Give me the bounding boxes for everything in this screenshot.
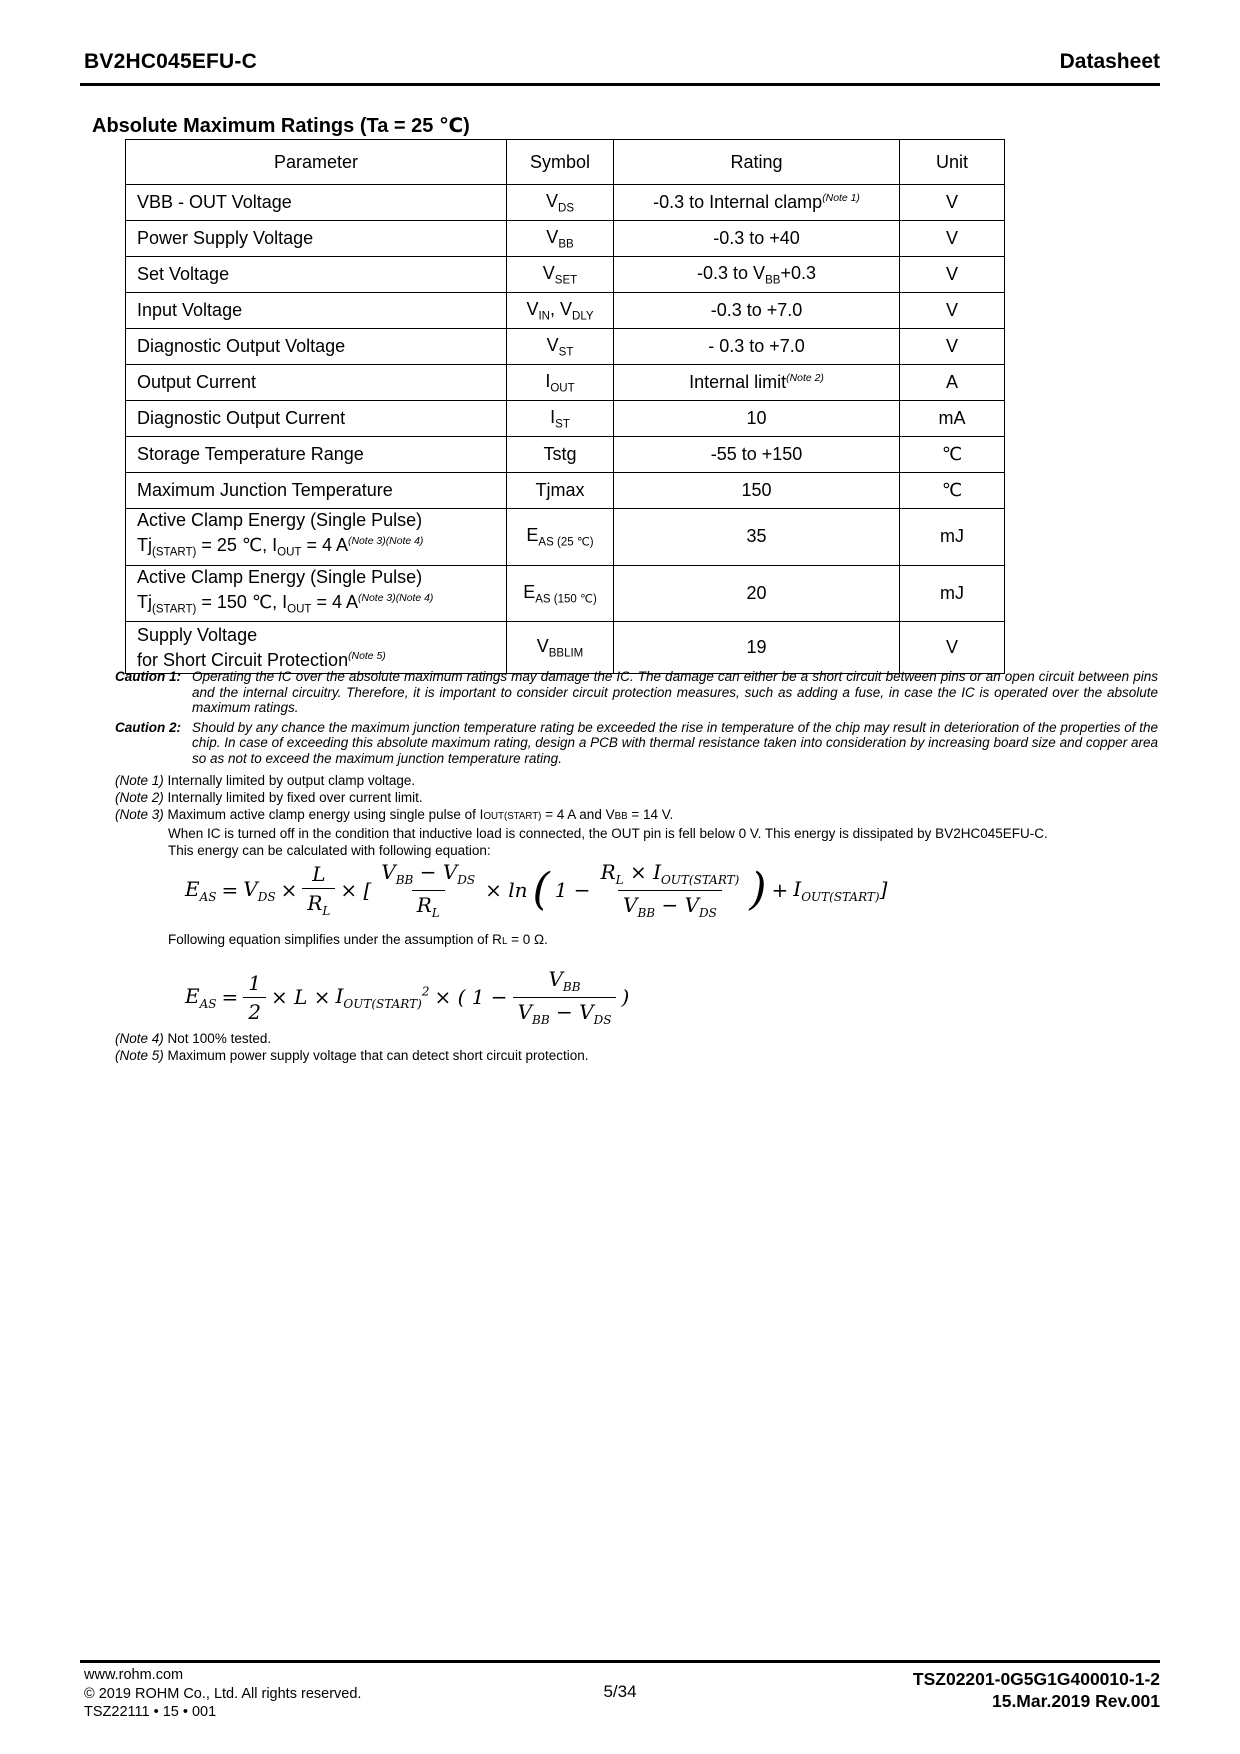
cell-parameter: Active Clamp Energy (Single Pulse) $Tj_{(START)} = 25$ ℃, $I_{OUT} = 4$ $A^{(Note 3)(Note 4)}$ [126,509,507,566]
table-row [126,221,1005,257]
cell-rating: 19 [614,622,900,674]
cell-parameter: Supply Voltage for Short Circuit Protection$^{(Note 5)}$ [126,622,507,674]
caution-text: Should by any chance the maximum junction temperature rating be exceeded the rise in temperature of the chip may result in deterioration of the properties of the chip. In case of exceeding this absolute maximum rating, design a PCB with thermal resistance taken into consideration by increasing board size and copper area so as not to exceed the maximum junction temperature rating. [192,719,1158,766]
eq2-frac2-numerator: $V_{BB}$ [548,967,581,995]
section-title: Absolute Maximum Ratings (Ta = 25 ℃) [92,115,470,137]
caution-label: Caution 1: [115,669,181,684]
footer-right [913,1668,1160,1712]
eq2-times-open: × ( 1 − [434,985,508,1009]
table-row [126,329,1005,365]
eq1-times-bracket: × [ [340,878,372,902]
footer-doc-number: TSZ02201-0G5G1G400010-1-2 [912,1669,1160,1689]
eq1-frac2-numerator: $V_{BB} - V_{DS}$ [381,860,476,888]
col-header-parameter: Parameter [126,140,507,185]
cell-rating: 150 [614,473,900,509]
notes-block-1 [115,772,1160,859]
table-row [126,293,1005,329]
cell-parameter: Input Voltage [126,293,507,329]
note: (Note 5) Maximum power supply voltage that can detect short circuit protection. [115,1048,589,1063]
cell-unit: V [900,329,1005,365]
caution-1 [115,669,1158,716]
cell-parameter: Power Supply Voltage [126,221,507,257]
eq2-fraction-2 [513,967,617,1027]
cell-unit: ℃ [900,473,1005,509]
cell-unit: V [900,257,1005,293]
cell-symbol: Tstg [507,437,614,473]
caution-label: Caution 2: [115,719,181,735]
cell-symbol: $I_{OUT}$ [507,365,614,401]
eq2-fraction-half [243,971,266,1024]
eq1-iout: $I_{OUT(START)}$] [793,876,888,904]
table-row [126,401,1005,437]
eq1-equals: = [221,878,239,902]
col-header-rating: Rating [614,140,900,185]
simplified-equation-intro: Following equation simplifies under the assumption of RL = 0 Ω. [168,932,548,947]
table-row [126,473,1005,509]
cell-symbol: $V_{IN}$, $V_{DLY}$ [507,293,614,329]
eq1-plus: + [771,878,789,902]
table-row [126,565,1005,622]
cell-parameter: Output Current [126,365,507,401]
eq2-close-paren: ) [621,985,630,1009]
header-rule [80,83,1160,86]
cell-unit: V [900,185,1005,221]
cell-unit: V [900,221,1005,257]
eq2-equals: = [221,985,239,1009]
footer-rule [80,1660,1160,1663]
note: (Note 4) Not 100% tested. [115,1031,272,1046]
eq1-frac2-denominator: $R_L$ [412,890,445,920]
cell-unit: A [900,365,1005,401]
col-header-unit: Unit [900,140,1005,185]
eq1-frac1-denominator: $R_L$ [302,888,335,918]
cell-unit: mJ [900,509,1005,566]
cell-symbol: $V_{DS}$ [507,185,614,221]
cell-rating: -0.3 to +40 [614,221,900,257]
table-row [126,365,1005,401]
eq1-vds: $V_{DS}$ [243,876,276,904]
note: (Note 1) Internally limited by output clamp voltage. [115,773,416,788]
cell-parameter: Diagnostic Output Voltage [126,329,507,365]
table-row [126,509,1005,566]
cell-rating: -0.3 to $V_{BB}+0.3$ [614,257,900,293]
equation-simplified [185,964,629,1030]
eq1-fraction-1 [302,862,335,918]
page-number: 5/34 [603,1682,637,1701]
cell-rating: 20 [614,565,900,622]
cell-rating: -0.3 to Internal clamp$^{(Note 1)}$ [614,185,900,221]
table-header-row [126,140,1005,185]
eq2-frac2-denominator: $V_{BB} - V_{DS}$ [513,997,617,1027]
eq1-times-ln: × ln [485,878,528,902]
equation-active-clamp-energy: $E_{AS}$ = $V_{DS}$ × $\frac{L}{R_L}$ × [ $\frac{V_{BB} - V_{DS}}{R_L}$ × ln ( 1 − $\frac{R_L \times I_{OUT(START)}}{V_{BB} - V_{DS}}$ ) + $I_{OUT(START)}$] [185,860,888,920]
cell-parameter: Maximum Junction Temperature [126,473,507,509]
eq2-frac1-denominator: 2 [243,997,266,1024]
notes-block-2 [115,1030,1160,1064]
table-row [126,437,1005,473]
eq1-frac3-numerator: $R_L \times I_{OUT(START)}$ [600,860,740,888]
ratings-table-body [126,185,1005,674]
eq1-frac1-numerator: L [312,861,326,886]
cell-parameter: VBB - OUT Voltage [126,185,507,221]
cell-parameter: Storage Temperature Range [126,437,507,473]
eq2-lhs: $E_{AS}$ [185,983,217,1011]
cell-rating: 35 [614,509,900,566]
col-header-symbol: Symbol [507,140,614,185]
eq1-frac3-denominator: $V_{BB} - V_{DS}$ [618,890,722,920]
cell-rating: -0.3 to +7.0 [614,293,900,329]
caution-text: Operating the IC over the absolute maximum ratings may damage the IC. The damage can either be a short circuit between pins or an open circuit between pins and the internal circuitry. Therefore, it is important to consider circuit protection measures, such as adding a fuse, in case the IC is operated over the absolute maximum ratings. [192,669,1158,715]
cell-unit: V [900,622,1005,674]
cell-rating: -55 to +150 [614,437,900,473]
cell-rating: - 0.3 to +7.0 [614,329,900,365]
header-product-name: BV2HC045EFU-C [84,50,257,73]
eq1-one-minus: 1 − [554,878,591,902]
cell-rating: Internal limit$^{(Note 2)}$ [614,365,900,401]
footer-website: www.rohm.com [84,1667,184,1683]
eq1-fraction-3 [596,860,745,920]
cautions [115,669,1158,770]
cell-parameter: Active Clamp Energy (Single Pulse) $Tj_{(START)} = 150$ ℃, $I_{OUT} = 4$ $A^{(Note 3)(Note 4)}$ [126,565,507,622]
footer-copyright: © 2019 ROHM Co., Ltd. All rights reserved. [84,1685,362,1702]
eq1-lhs: $E_{AS}$ [185,876,217,904]
cell-unit: V [900,293,1005,329]
note: (Note 3) Maximum active clamp energy using single pulse of IOUT(START) = 4 A and VBB = 14 V. When IC is turned off in the condition that inductive load is connected, the OUT pin is fell below 0 V. This energy is dissipated by BV2HC045EFU-C. This energy can be calculated with following equation: [115,807,1048,858]
cell-symbol: Tjmax [507,473,614,509]
table-row [126,257,1005,293]
cell-symbol: $E_{AS (150 ℃)}$ [507,565,614,622]
cell-unit: mA [900,401,1005,437]
eq1-fraction-2 [376,860,480,920]
table-row [126,622,1005,674]
table-row [126,185,1005,221]
eq2-times-L: × L × [271,985,331,1009]
eq2-frac1-numerator: 1 [248,970,261,995]
header-doc-type: Datasheet [1059,50,1160,73]
cell-parameter: Set Voltage [126,257,507,293]
cell-unit: ℃ [900,437,1005,473]
note: (Note 2) Internally limited by fixed over current limit. [115,790,423,805]
cell-parameter: Diagnostic Output Current [126,401,507,437]
cell-symbol: $V_{ST}$ [507,329,614,365]
footer-revision: 15.Mar.2019 Rev.001 [991,1691,1160,1711]
cell-symbol: $V_{BBLIM}$ [507,622,614,674]
cell-symbol: $E_{AS (25 ℃)}$ [507,509,614,566]
eq1-times-1: × [280,878,298,902]
cell-rating: 10 [614,401,900,437]
cell-symbol: $I_{ST}$ [507,401,614,437]
footer-code: TSZ22111 • 15 • 001 [84,1704,217,1720]
eq2-iout-squared: $I_{OUT(START)}^2$ [335,983,430,1011]
absolute-maximum-ratings-table [125,139,1005,674]
cell-symbol: $V_{BB}$ [507,221,614,257]
caution-2 [115,720,1158,767]
cell-unit: mJ [900,565,1005,622]
cell-symbol: $V_{SET}$ [507,257,614,293]
